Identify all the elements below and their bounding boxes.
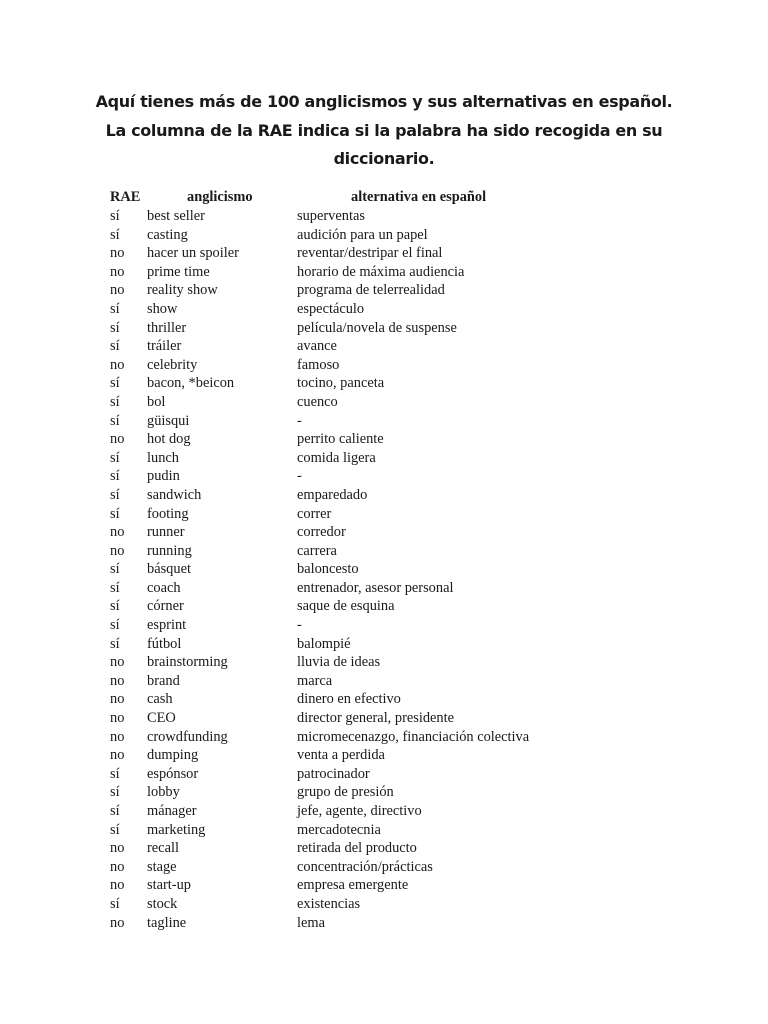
anglicism-cell: bacon, *beicon — [147, 375, 235, 392]
anglicism-cell: CEO — [147, 710, 176, 727]
table-row — [110, 337, 670, 356]
rae-cell: no — [110, 263, 125, 280]
table-row — [110, 356, 670, 375]
intro-line-1: Aquí tienes más de 100 anglicismos y sus alternativas en español. — [95, 92, 673, 111]
table-row — [110, 374, 670, 393]
alternative-cell: baloncesto — [297, 561, 359, 578]
rae-cell: no — [110, 914, 125, 931]
table-row — [110, 226, 670, 245]
alternative-cell: venta a perdida — [297, 747, 385, 764]
table-row — [110, 914, 670, 933]
anglicism-cell: pudin — [147, 468, 180, 485]
table-row — [110, 597, 670, 616]
table-row — [110, 802, 670, 821]
table-row — [110, 783, 670, 802]
rae-cell: sí — [110, 449, 120, 466]
table-row — [110, 300, 670, 319]
intro-heading — [60, 88, 708, 174]
anglicism-cell: tagline — [147, 914, 187, 931]
alternative-cell: empresa emergente — [297, 877, 409, 894]
anglicism-cell: esprint — [147, 617, 187, 634]
anglicism-cell: bol — [147, 393, 166, 410]
alternative-cell: - — [297, 412, 302, 429]
anglicism-cell: recall — [147, 840, 179, 857]
rae-cell: no — [110, 691, 125, 708]
rae-cell: sí — [110, 765, 120, 782]
alternative-cell: grupo de presión — [297, 784, 394, 801]
alternative-cell: horario de máxima audiencia — [297, 263, 465, 280]
anglicism-cell: brainstorming — [147, 654, 228, 671]
table-row — [110, 672, 670, 691]
table-row — [110, 486, 670, 505]
rae-cell: no — [110, 877, 125, 894]
anglicism-cell: footing — [147, 505, 189, 522]
table-row — [110, 616, 670, 635]
rae-cell: no — [110, 282, 125, 299]
alternative-cell: cuenco — [297, 393, 338, 410]
alternative-cell: micromecenazgo, financiación colectiva — [297, 728, 530, 745]
table-row — [110, 505, 670, 524]
table-row — [110, 653, 670, 672]
rae-cell: no — [110, 710, 125, 727]
rae-cell: sí — [110, 319, 120, 336]
anglicism-cell: prime time — [147, 263, 210, 280]
anglicism-cell: crowdfunding — [147, 728, 228, 745]
alternative-cell: espectáculo — [297, 300, 365, 317]
rae-cell: no — [110, 245, 125, 262]
alternative-cell: marca — [297, 672, 333, 689]
table-row — [110, 635, 670, 654]
rae-cell: sí — [110, 895, 120, 912]
table-row — [110, 430, 670, 449]
rae-cell: sí — [110, 505, 120, 522]
table-row — [110, 728, 670, 747]
rae-cell: no — [110, 672, 125, 689]
alternative-cell: superventas — [297, 208, 365, 224]
anglicism-cell: güisqui — [147, 412, 190, 429]
intro-line-2: La columna de la RAE indica si la palabra ha sido recogida en su — [105, 120, 663, 140]
rae-cell: no — [110, 840, 125, 857]
anglicism-cell: celebrity — [147, 356, 198, 373]
table-row — [110, 709, 670, 728]
alternative-cell: audición para un papel — [297, 226, 428, 243]
anglicism-cell: hacer un spoiler — [147, 245, 239, 262]
anglicism-cell: coach — [147, 579, 181, 596]
alternative-cell: programa de telerrealidad — [297, 282, 445, 299]
rae-cell: sí — [110, 375, 120, 392]
rae-cell: no — [110, 858, 125, 875]
alternative-cell: dinero en efectivo — [297, 691, 401, 708]
anglicisms-table — [110, 188, 670, 932]
anglicism-cell: cash — [147, 691, 173, 708]
anglicism-cell: tráiler — [147, 338, 182, 355]
anglicism-cell: básquet — [147, 561, 191, 578]
anglicism-cell: best seller — [147, 208, 205, 224]
alternative-cell: concentración/prácticas — [297, 858, 433, 875]
rae-cell: no — [110, 728, 125, 745]
rae-cell: no — [110, 747, 125, 764]
header-spanish-alternative: alternativa en español — [351, 189, 487, 205]
table-row — [110, 765, 670, 784]
table-row — [110, 821, 670, 840]
anglicism-cell: hot dog — [147, 431, 191, 448]
anglicism-cell: espónsor — [147, 765, 199, 782]
table-row — [110, 523, 670, 542]
alternative-cell: correr — [297, 505, 332, 522]
rae-cell: sí — [110, 486, 120, 503]
rae-cell: sí — [110, 468, 120, 485]
rae-cell: sí — [110, 393, 120, 410]
table-row — [110, 542, 670, 561]
anglicism-cell: fútbol — [147, 635, 182, 652]
anglicism-cell: running — [147, 542, 192, 559]
header-rae: RAE — [110, 189, 141, 205]
anglicism-cell: thriller — [147, 319, 187, 336]
alternative-cell: patrocinador — [297, 765, 370, 782]
table-row — [110, 560, 670, 579]
rae-cell: no — [110, 431, 125, 448]
anglicism-cell: stock — [147, 895, 178, 912]
alternative-cell: famoso — [297, 356, 340, 373]
alternative-cell: - — [297, 617, 302, 634]
table-row — [110, 839, 670, 858]
table-row — [110, 746, 670, 765]
table-row — [110, 895, 670, 914]
table-row — [110, 207, 670, 226]
alternative-cell: reventar/destripar el final — [297, 245, 443, 262]
table-row — [110, 263, 670, 282]
alternative-cell: lema — [297, 914, 325, 931]
rae-cell: sí — [110, 561, 120, 578]
alternative-cell: existencias — [297, 895, 361, 912]
table-row — [110, 690, 670, 709]
anglicism-cell: reality show — [147, 282, 218, 299]
alternative-cell: emparedado — [297, 486, 368, 503]
anglicism-cell: casting — [147, 226, 188, 243]
rae-cell: sí — [110, 338, 120, 355]
table-header-row — [110, 188, 670, 207]
alternative-cell: avance — [297, 338, 337, 355]
alternative-cell: balompié — [297, 635, 351, 652]
table-row — [110, 319, 670, 338]
table-row — [110, 876, 670, 895]
rae-cell: sí — [110, 226, 120, 243]
alternative-cell: mercadotecnia — [297, 821, 381, 838]
intro-line-3: diccionario. — [333, 149, 435, 168]
table-row — [110, 858, 670, 877]
alternative-cell: película/novela de suspense — [297, 319, 457, 336]
rae-cell: sí — [110, 598, 120, 615]
alternative-cell: tocino, panceta — [297, 375, 385, 392]
rae-cell: sí — [110, 617, 120, 634]
table-row — [110, 393, 670, 412]
table-row — [110, 412, 670, 431]
rae-cell: no — [110, 654, 125, 671]
alternative-cell: comida ligera — [297, 449, 376, 466]
anglicism-cell: brand — [147, 672, 180, 689]
anglicism-cell: lunch — [147, 449, 179, 466]
alternative-cell: lluvia de ideas — [297, 654, 381, 671]
anglicism-cell: marketing — [147, 821, 206, 838]
header-anglicism: anglicismo — [187, 189, 253, 205]
alternative-cell: entrenador, asesor personal — [297, 579, 454, 596]
rae-cell: sí — [110, 300, 120, 317]
alternative-cell: - — [297, 468, 302, 485]
alternative-cell: saque de esquina — [297, 598, 395, 615]
alternative-cell: carrera — [297, 542, 337, 559]
table-row — [110, 579, 670, 598]
rae-cell: sí — [110, 579, 120, 596]
anglicism-cell: córner — [147, 598, 184, 615]
table-row — [110, 467, 670, 486]
rae-cell: sí — [110, 208, 120, 224]
anglicism-cell: sandwich — [147, 486, 202, 503]
rae-cell: no — [110, 524, 125, 541]
rae-cell: sí — [110, 412, 120, 429]
rae-cell: sí — [110, 784, 120, 801]
rae-cell: sí — [110, 803, 120, 819]
rae-cell: sí — [110, 821, 120, 838]
anglicism-cell: runner — [147, 524, 185, 541]
alternative-cell: director general, presidente — [297, 710, 455, 727]
table-body — [110, 207, 670, 932]
alternative-cell: jefe, agente, directivo — [297, 803, 422, 819]
rae-cell: no — [110, 542, 125, 559]
rae-cell: no — [110, 356, 125, 373]
table-row — [110, 281, 670, 300]
alternative-cell: perrito caliente — [297, 431, 384, 448]
anglicism-cell: show — [147, 300, 178, 317]
anglicism-cell: start-up — [147, 877, 191, 894]
alternative-cell: retirada del producto — [297, 840, 417, 857]
table-row — [110, 244, 670, 263]
rae-cell: sí — [110, 635, 120, 652]
anglicism-cell: mánager — [147, 803, 197, 819]
alternative-cell: corredor — [297, 524, 346, 541]
table-row — [110, 449, 670, 468]
anglicism-cell: stage — [147, 858, 177, 875]
anglicism-cell: dumping — [147, 747, 199, 764]
anglicism-cell: lobby — [147, 784, 180, 801]
